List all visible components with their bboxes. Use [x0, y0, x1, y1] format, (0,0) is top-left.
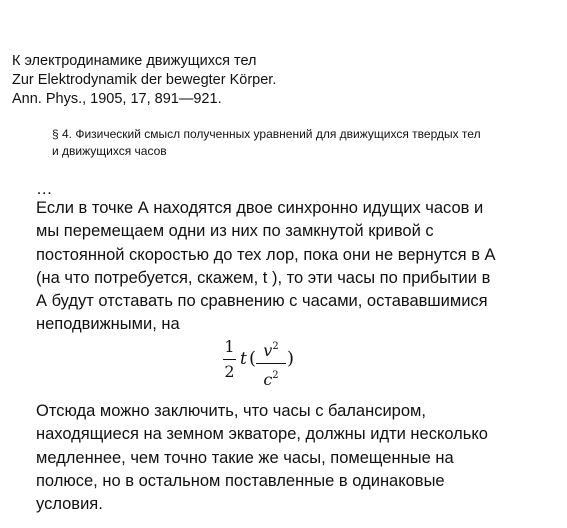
reference-citation: Ann. Phys., 1905, 17, 891—921. [12, 91, 222, 107]
paragraph-2-line: условия. [36, 495, 103, 514]
v-exponent: 2 [272, 341, 279, 352]
paragraph-2 [36, 400, 488, 516]
c-symbol: c [263, 370, 273, 389]
half-numerator: 1 [224, 337, 235, 356]
section-heading [52, 126, 557, 160]
ellipsis: … [36, 180, 53, 198]
close-paren: ) [287, 348, 295, 369]
fraction-bar [223, 359, 236, 360]
reference-title-de: Zur Elektrodynamik der bewegter Körper. [12, 72, 277, 88]
paragraph-1-line: неподвижными, на [36, 315, 180, 334]
paragraph-2-line: находящиеся на земном экваторе, должны идти несколько [36, 425, 488, 444]
paragraph-1-line: А будут отставать по сравнению с часами, остававшимися [36, 292, 488, 311]
half-fraction [223, 337, 236, 382]
paragraph-2-line: полюсе, но в остальном поставленные в одинаковые [36, 471, 445, 490]
paragraph-1 [36, 197, 496, 337]
paragraph-1-line: Если в точке А находятся двое синхронно идущих часов и [36, 199, 484, 217]
paragraph-1-line: постоянной скоростью до тех лор, пока они не вернутся в А [36, 245, 496, 264]
paragraph-1-line: мы перемещаем одни из них по замкнутой кривой с [36, 222, 434, 241]
v-over-c-fraction [256, 337, 286, 390]
fraction-bar [256, 363, 286, 364]
open-paren: ( [249, 348, 257, 369]
v-symbol: v [263, 341, 273, 360]
formula-t: t [240, 349, 247, 369]
c-exponent: 2 [272, 370, 279, 381]
v-squared [256, 337, 286, 361]
c-squared [256, 366, 286, 390]
paragraph-1-line: (на что потребуется, скажем, t ), то эти часы по прибытии в [36, 268, 491, 287]
reference-block [12, 52, 276, 109]
section-heading-line-2: и движущихся часов [52, 144, 167, 158]
reference-title-ru: К электродинамике движущихся тел [12, 53, 257, 69]
paragraph-2-line: Отсюда можно заключить, что часы с балансиром, [36, 402, 426, 420]
paragraph-2-line: медленнее, чем точно такие же часы, помещенные на [36, 448, 454, 467]
section-heading-line-1: § 4. Физический смысл полученных уравнений для движущихся твердых тел [52, 127, 481, 141]
half-denominator: 2 [224, 362, 235, 381]
